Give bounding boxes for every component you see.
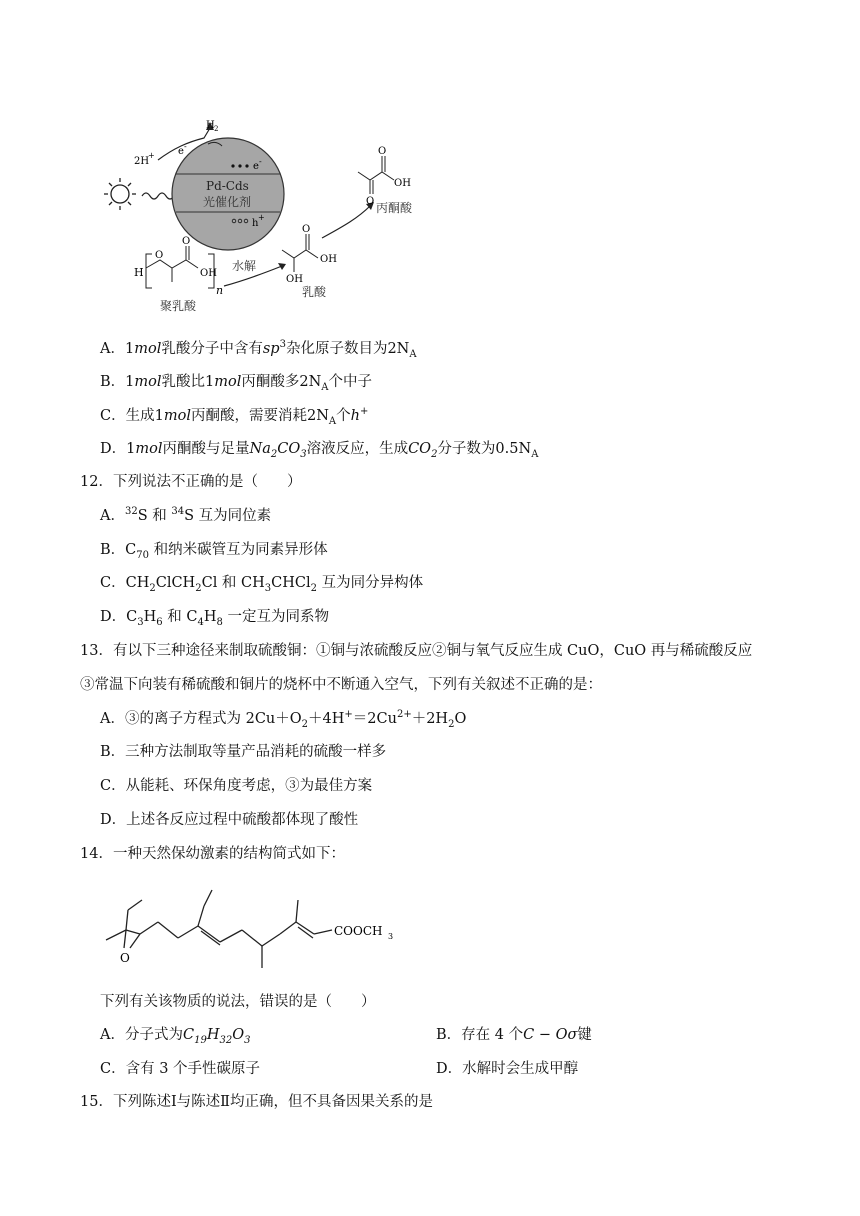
svg-text:n: n <box>216 284 224 297</box>
svg-text:COOCH: COOCH <box>334 924 383 938</box>
svg-text:OH: OH <box>200 268 217 279</box>
q13-option-b[interactable]: B．三种方法制取等量产品消耗的硫酸一样多 <box>100 744 387 760</box>
svg-text:O: O <box>155 250 164 261</box>
q14-stem: 14．一种天然保幼激素的结构简式如下： <box>80 846 345 862</box>
svg-text:丙酮酸: 丙酮酸 <box>376 201 413 215</box>
q11-option-d[interactable]: D．1mol丙酮酸与足量$Na_2CO_3$溶液反应，生成$CO_2$分子数为$0.5N_A$ <box>100 441 539 460</box>
svg-text:O: O <box>366 196 375 207</box>
light-wave <box>142 193 174 199</box>
q14-option-d[interactable]: D．水解时会生成甲醇 <box>436 1061 579 1077</box>
sun-icon <box>104 178 136 210</box>
svg-text:O: O <box>378 146 387 157</box>
svg-text:O: O <box>120 951 130 965</box>
svg-text:H: H <box>206 120 215 131</box>
q13-stem-line2: ③常温下向装有稀硫酸和铜片的烧杯中不断通入空气，下列有关叙述不正确的是： <box>80 677 602 693</box>
svg-text:h: h <box>252 218 259 229</box>
catalyst-desc: 光催化剂 <box>203 195 252 209</box>
svg-text:+: + <box>148 151 155 160</box>
catalyst-sphere <box>172 138 284 250</box>
q14-option-c[interactable]: C．含有 3 个手性碳原子 <box>100 1061 261 1077</box>
svg-text:水解: 水解 <box>232 259 257 273</box>
svg-text:H: H <box>134 266 144 279</box>
svg-text:-: - <box>259 157 262 166</box>
svg-text:3: 3 <box>388 932 394 941</box>
q12-option-d[interactable]: D．$C_3H_6$ 和 $C_4H_8$ 一定互为同系物 <box>100 609 329 628</box>
svg-text:O: O <box>302 224 311 235</box>
svg-text:e: e <box>178 146 184 157</box>
q12-option-c[interactable]: C．$CH_2ClCH_2Cl$ 和 $CH_3CHCl_2$ 互为同分异构体 <box>100 575 424 594</box>
hormone-structure-diagram <box>100 882 410 972</box>
svg-text:乳酸: 乳酸 <box>302 285 327 299</box>
q13-option-d[interactable]: D．上述各反应过程中硫酸都体现了酸性 <box>100 812 359 828</box>
catalyst-name: Pd-Cds <box>206 179 249 193</box>
q11-option-b[interactable]: B．1mol乳酸比1mol丙酮酸多$2N_A$个中子 <box>100 374 373 393</box>
svg-text:OH: OH <box>286 274 303 285</box>
q11-option-c[interactable]: C．生成1mol丙酮酸，需要消耗$2N_A$个h+ <box>100 406 369 427</box>
svg-text:e: e <box>253 161 259 172</box>
svg-text:OH: OH <box>394 178 411 189</box>
svg-text:2: 2 <box>214 125 219 133</box>
q12-option-b[interactable]: B．$C_{70}$ 和纳米碳管互为同素异形体 <box>100 542 328 561</box>
svg-text:O: O <box>182 236 191 247</box>
q14-option-b[interactable]: B．存在 4 个C − Oσ键 <box>436 1027 592 1043</box>
svg-text:OH: OH <box>320 254 337 265</box>
svg-text:2H: 2H <box>134 156 150 167</box>
svg-text:-: - <box>184 142 187 151</box>
q13-stem-line1: 13．有以下三种途径来制取硫酸铜：①铜与浓硫酸反应②铜与氧气反应生成 CuO，CuO 再与稀硫酸反应 <box>80 643 753 659</box>
q12-stem: 12．下列说法不正确的是（ ） <box>80 474 302 490</box>
q14-option-a[interactable]: A．分子式为$C_{19}H_{32}O_3$ <box>100 1027 251 1046</box>
q15-stem: 15．下列陈述Ⅰ与陈述Ⅱ均正确，但不具备因果关系的是 <box>80 1094 434 1110</box>
q11-option-a[interactable]: A．1mol乳酸分子中含有$sp^3$杂化原子数目为$2N_A$ <box>100 339 417 360</box>
q13-option-a[interactable]: A．③的离子方程式为 $2Cu+O_2+4H^+=2Cu^{2+}+2H_2O$ <box>100 709 467 730</box>
q14-sub-stem: 下列有关该物质的说法，错误的是（ ） <box>100 994 376 1010</box>
q13-option-c[interactable]: C．从能耗、环保角度考虑，③为最佳方案 <box>100 778 373 794</box>
photocatalysis-diagram <box>96 108 436 318</box>
q12-option-a[interactable]: A．$^{32}$S 和 $^{34}$S 互为同位素 <box>100 506 272 524</box>
svg-text:+: + <box>258 213 265 222</box>
svg-text:聚乳酸: 聚乳酸 <box>160 299 197 313</box>
